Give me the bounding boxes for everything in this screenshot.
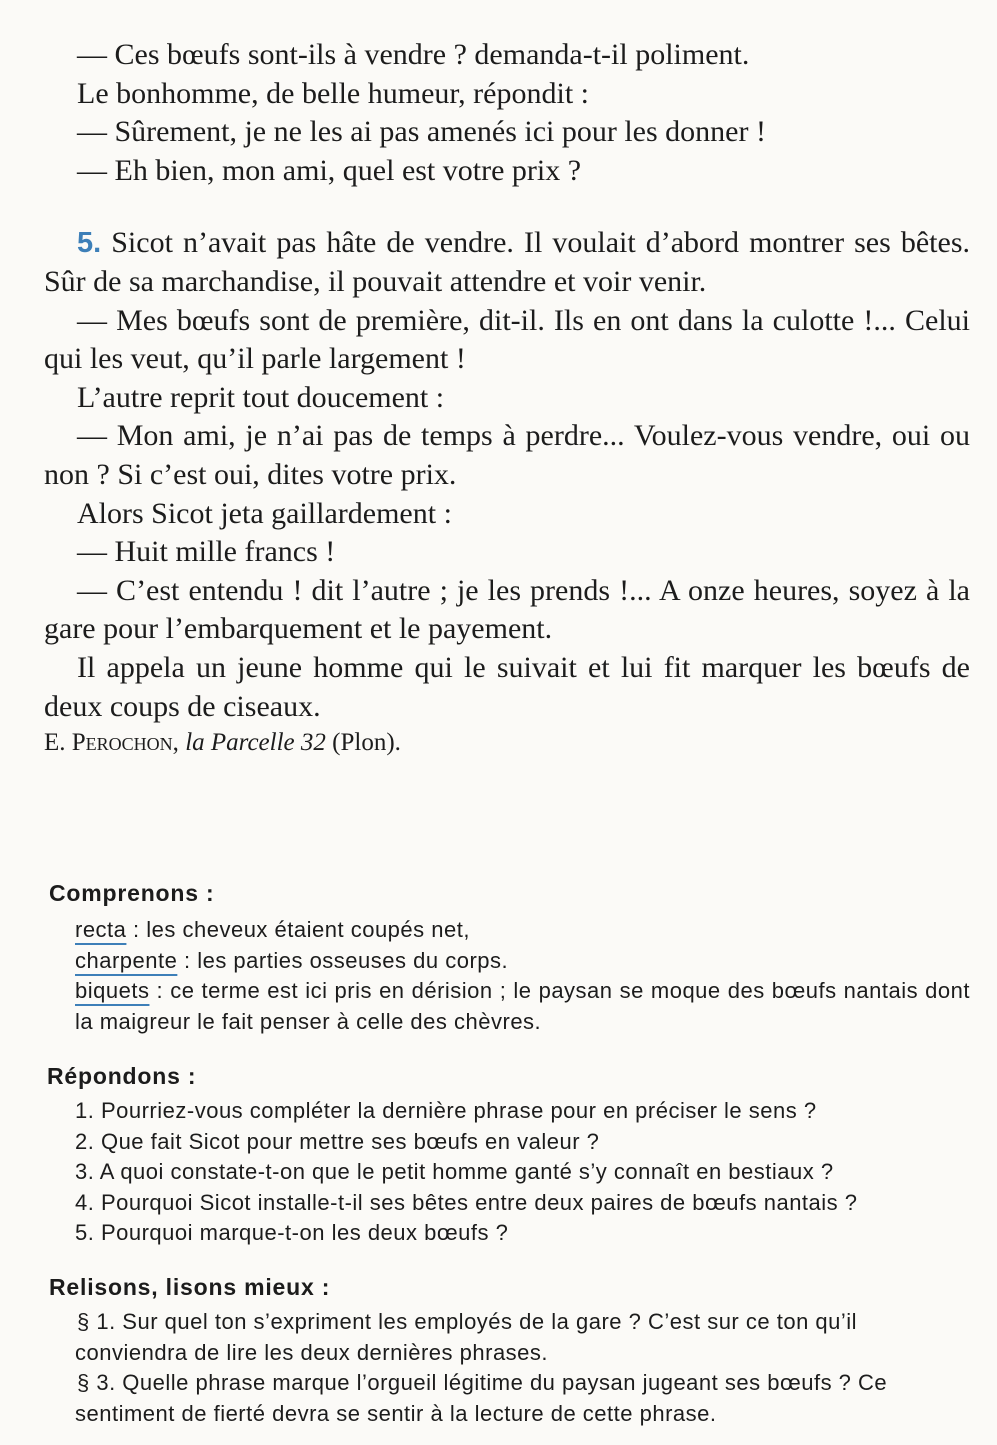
- citation: [44, 726, 970, 760]
- repondons-list: [75, 1096, 975, 1249]
- vocab-definition: : les parties osseuses du corps.: [177, 947, 509, 973]
- reading-item: § 1. Sur quel ton s’expriment les employés de la gare ? C’est sur ce ton qu’il conviendra de lire les deux dernières phrases.: [75, 1309, 858, 1365]
- vocab-definition: : ce terme est ici pris en dérision ; le paysan se moque des bœufs nantais dont la maigreur le fait penser à celle des chèvres.: [75, 978, 970, 1034]
- story-line: — Eh bien, mon ami, quel est votre prix ?: [77, 153, 582, 187]
- story-line: — Sûrement, je ne les ai pas amenés ici pour les donner !: [77, 115, 766, 149]
- story-line: Il appela un jeune homme qui le suivait et lui fit marquer les bœufs de deux coups de ciseaux.: [44, 650, 970, 723]
- comprenons-title: Comprenons :: [49, 880, 215, 906]
- citation-author: E. Perochon,: [44, 729, 179, 757]
- citation-title: la Parcelle 32: [185, 729, 326, 757]
- vocab-term: biquets: [75, 978, 150, 1003]
- repondons-title: Répondons :: [47, 1063, 197, 1089]
- story-line: — Ces bœufs sont-ils à vendre ? demanda-t-il poliment.: [77, 38, 750, 71]
- question-item: 5. Pourquoi marque-t-on les deux bœufs ?: [75, 1220, 509, 1245]
- vocab-definition: : les cheveux étaient coupés net,: [126, 917, 470, 942]
- relisons-list: [75, 1307, 970, 1429]
- story-text: [44, 36, 970, 760]
- vocab-item: [75, 976, 970, 1037]
- story-line: — Huit mille francs !: [77, 535, 336, 569]
- citation-publisher: (Plon).: [332, 729, 401, 757]
- vocab-term: recta: [75, 917, 127, 942]
- story-line: — Mon ami, je n’ai pas de temps à perdre... Voulez-vous vendre, oui ou non ? Si c’est oui, dites votre prix.: [44, 419, 970, 491]
- question-item: 4. Pourquoi Sicot installe-t-il ses bêtes entre deux paires de bœufs nantais ?: [75, 1189, 858, 1215]
- paragraph-number: 5.: [77, 227, 102, 260]
- comprenons-list: [75, 915, 970, 1037]
- reading-item: § 3. Quelle phrase marque l’orgueil légitime du paysan jugeant ses bœufs ? Ce sentiment de fierté devra se sentir à la lecture de cette phrase.: [75, 1370, 888, 1426]
- story-line: Alors Sicot jeta gaillardement :: [77, 496, 452, 530]
- story-line: L’autre reprit tout doucement :: [77, 380, 445, 414]
- paragraph-gap: [44, 190, 970, 224]
- story-line: Le bonhomme, de belle humeur, répondit :: [77, 76, 589, 110]
- paragraph-5: [44, 224, 970, 301]
- paragraph-text: Sicot n’avait pas hâte de vendre. Il voulait d’abord montrer ses bêtes. Sûr de sa marchandise, il pouvait attendre et voir venir.: [44, 226, 970, 298]
- story-line: — Mes bœufs sont de première, dit-il. Ils en ont dans la culotte !... Celui qui les veut, qu’il parle largement !: [44, 303, 970, 376]
- story-line: — C’est entendu ! dit l’autre ; je les prends !... A onze heures, soyez à la gare pour l’embarquement et le payement.: [44, 573, 970, 646]
- relisons-title: Relisons, lisons mieux :: [49, 1274, 331, 1300]
- question-item: 2. Que fait Sicot pour mettre ses bœufs en valeur ?: [75, 1128, 600, 1154]
- vocab-item: [75, 946, 970, 977]
- vocab-term: charpente: [75, 947, 178, 973]
- vocab-item: [75, 915, 970, 946]
- question-item: 1. Pourriez-vous compléter la dernière phrase pour en préciser le sens ?: [75, 1098, 817, 1123]
- question-item: 3. A quoi constate-t-on que le petit homme ganté s’y connaît en bestiaux ?: [75, 1159, 834, 1184]
